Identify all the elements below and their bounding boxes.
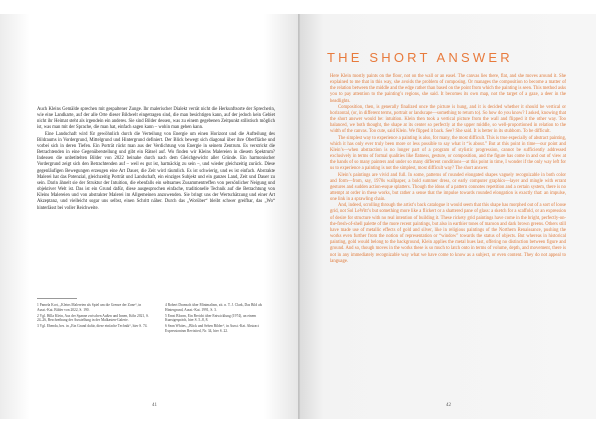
footnote: 3 Vgl. Ebenda, bes. in „Ein Grund dafür, diese einfache Technik“, hier S. 74. bbox=[37, 324, 148, 329]
right-page-number: 42 bbox=[446, 403, 451, 408]
left-body-text bbox=[37, 107, 275, 212]
right-paragraph: The simplest way to experience a painting is also, for many, the most difficult. This is true especially of abstract painting, which it has only ever truly been more or less possible to say what it “is about.” But at this point in time—our point and Klein’s—when abstraction is no longer part of a program of stylistic progression, cannot be sufficiently addressed exclusively in terms of formal qualities like flatness, gesture, or composition, and the figure has come in and out of view at the hands of so many painters and under so many different conditions—at this point in time, I wonder if the only way left for us to experience a painting is not the simplest, most difficult way? The short answer. bbox=[330, 135, 566, 172]
left-paragraph: Eine Landschaft wird für gewöhnlich durch die Verteilung von Energie um einen Horizont und die Aufteilung des Bildraums in Vordergrund, Mittelgrund und Hintergrund definiert. Der Blick bewegt sich diagonal über ihre Oberfläche und vorbei sich in deren Tiefen. Ein Porträt rückt man aus der Verdichtung von Energie in seinem Zentrum. Es verstrickt die Betrachtenden in eine Gegenüberstellung und gibt ein Rätsel auf. Wo finden wir Kleins Malereien in diesem Spektrum? Indessen die unbetitelten Bilder von 2022 beinahe durch nach dem Gleichgewicht aller Gründe. Ein harmonischer Vordergrund zeigt sich den Betrachtenden auf – weil es gut ist, hartnäckig zu sein –, und wieder gleichzeitig zurück. Diese gegenläufigen Bewegungen erzeugen eine Art Dauer, die Zeit wird räumlich. Es ist schwierig, und es ist einfach. Abstrakte Malerei hat das Potenzial, gleichzeitig Porträt und Landschaft, ein einziges Subjekt und ein ganzes Land, Zeit und Dauer zu sein. Darin ähnelt sie der Struktur der Intuition, die ebenfalls ein seltsames Zusammentreffen von persönlicher Neigung und objektiver Welt ist. Das ist ein Grund dafür, diese ausgesprochen einfache, traditionelle Technik auf die Betrachtung von Kleins Malereien und von abstrakter Malerei im Allgemeinen anzuwenden. Sie bringt uns der Wertschätzung und einer Art Akzeptanz, und vielleicht sogar uns selbst, einen Schritt näher. Durch das „Worüber“ bleibt schwer greifbar, das „Wo“ hinterlässt bei voller Reichweite. bbox=[37, 131, 275, 211]
footnote-rule bbox=[37, 298, 77, 299]
right-paragraph: Klein’s paintings are vivid and full. In some, patterns of rounded elongated shapes vaguely recognizable in both color and form—from, say, 1970s wallpaper, a bold summer dress, or early computer graphics—layer and mingle with errant gestures and sudden action-esque splatters. Though the ideas of a pattern connotes repetition and a certain system, there is no attempt at order in these works, but rather a sense that the impulse towards rounded elongation is exactly that: an impulse, one link in a sprawling chain. bbox=[330, 172, 566, 203]
footnote: 4 Robert Dramsch über Minimalism, zit. n. T. J. Clark, Das Bild als Hintergrund, Ausst.-Kat. 1991, S. 3. bbox=[165, 303, 263, 312]
footnotes-column-1 bbox=[37, 303, 149, 330]
right-paragraph: Composition, then, is generally finalized once the picture is hung, and it is decided whether it should be vertical or horizontal, (or, in different terms, portrait or landscape—something to return to). So how do you know? I asked, knowing that the short answer would be: intuition. Klein then took a vertical picture from the wall and flipped it the other way. Too balanced, we both thought, the shape at its center so perfectly at the upper middle, so well-proportioned in relation to the width of the canvas. Too cute, said Klein. We flipped it back. See? She said. It is better in its stubborn. To be difficult. bbox=[330, 104, 566, 135]
right-page bbox=[300, 14, 596, 419]
footnote: 1 Pamela Kort, „Kleins Malereien als Spiel um die Grenze der Zone“, in Ausst.-Kat. Bilder von 2022, S. 190. bbox=[37, 303, 142, 312]
footnotes-column-2 bbox=[165, 303, 277, 335]
footnote: 2 Vgl. Hilla Klein, Aus der Spanne zwischen Außen und Innen, Köln 2021, S. 24–26, Beschreibung der Ausstellung in der Malkasten-Galerie. bbox=[37, 313, 149, 323]
right-paragraph: Here Klein mostly paints on the floor, not on the wall or an easel. The canvas lies there, flat, and she moves around it. She explained to me that in this way, she avoids the problem of composing. Or manages the composition to become a matter of the relation between the middle and the edge rather than based on the point from which the painting is seen. This method asks you to pay attention to the painting’s regions, she said. It becomes its own map, not the target of a gaze, a deer in the headlights. bbox=[330, 74, 566, 104]
left-paragraph: Auch Kleins Gemälde sprechen mit gespaltener Zunge. Ihr malerischer Dialekt verrät nicht die Herkunftsorte der Sprecherin, wie eine Landkarte, auf der alle Orte dieser Bildwelt eingetragen sind, die man besichtigen kann, auf der jedoch kein Gebiet nicht ihr Heimat steht als irgendein ein anderes. Sie sind Bilder dessen, was zu einem gegebenen Zeitpunkt stillstisch möglich ist, was man mit der Sprache, die man hat, einfach sagen kann – wohin man gehen kann. bbox=[37, 107, 275, 131]
right-body-text bbox=[330, 74, 566, 265]
right-paragraph: And, indeed, scrolling through the artist’s back catalogue it would seem that this shape has morphed out of a sort of loose grid, not Sol LeWitt’s but something more like a flickert or a shattered pane of glass: a sketch for a scaffold, or an expression of desire for structure with no real intention of building it. These rickety grid paintings have come in the bright, perfectly-on-the-fresh-of-shell palette of the more recent paintings, but also in earthier tones of maroon and dark brown greens. Others still have made use of metallic effects of gold and silver, like in religious paintings of the Northern Renaissance, pushing the works even further from the notion of representation or “window” towards the status of objects. But whereas in historical painting, gold would belong to the background, Klein applies the metal hues last, offering no distinction between figure and ground. And so, though moves in the works these is so much to latch onto in terms of volume, depth, and movement, there is not in any immediately recognizable way what we have come to know as a subject, or even content. They do not appeal to language. bbox=[330, 203, 566, 264]
footnote: 6 Sean Whites, „Blick und Sehen Bilder“, in Ausst.-Kat. Abstract Expressionism Revisited, Nr. 34, hier S. 22. bbox=[165, 324, 259, 333]
footnote: 5 Ernst Bloom, Ein Bericht über Entwicklung (1974), an einem Kunstgespräch, hier S. 5–8, 8. bbox=[165, 313, 257, 323]
left-page bbox=[0, 14, 300, 419]
section-title: THE SHORT ANSWER bbox=[327, 50, 513, 65]
left-page-number: 41 bbox=[152, 403, 157, 408]
